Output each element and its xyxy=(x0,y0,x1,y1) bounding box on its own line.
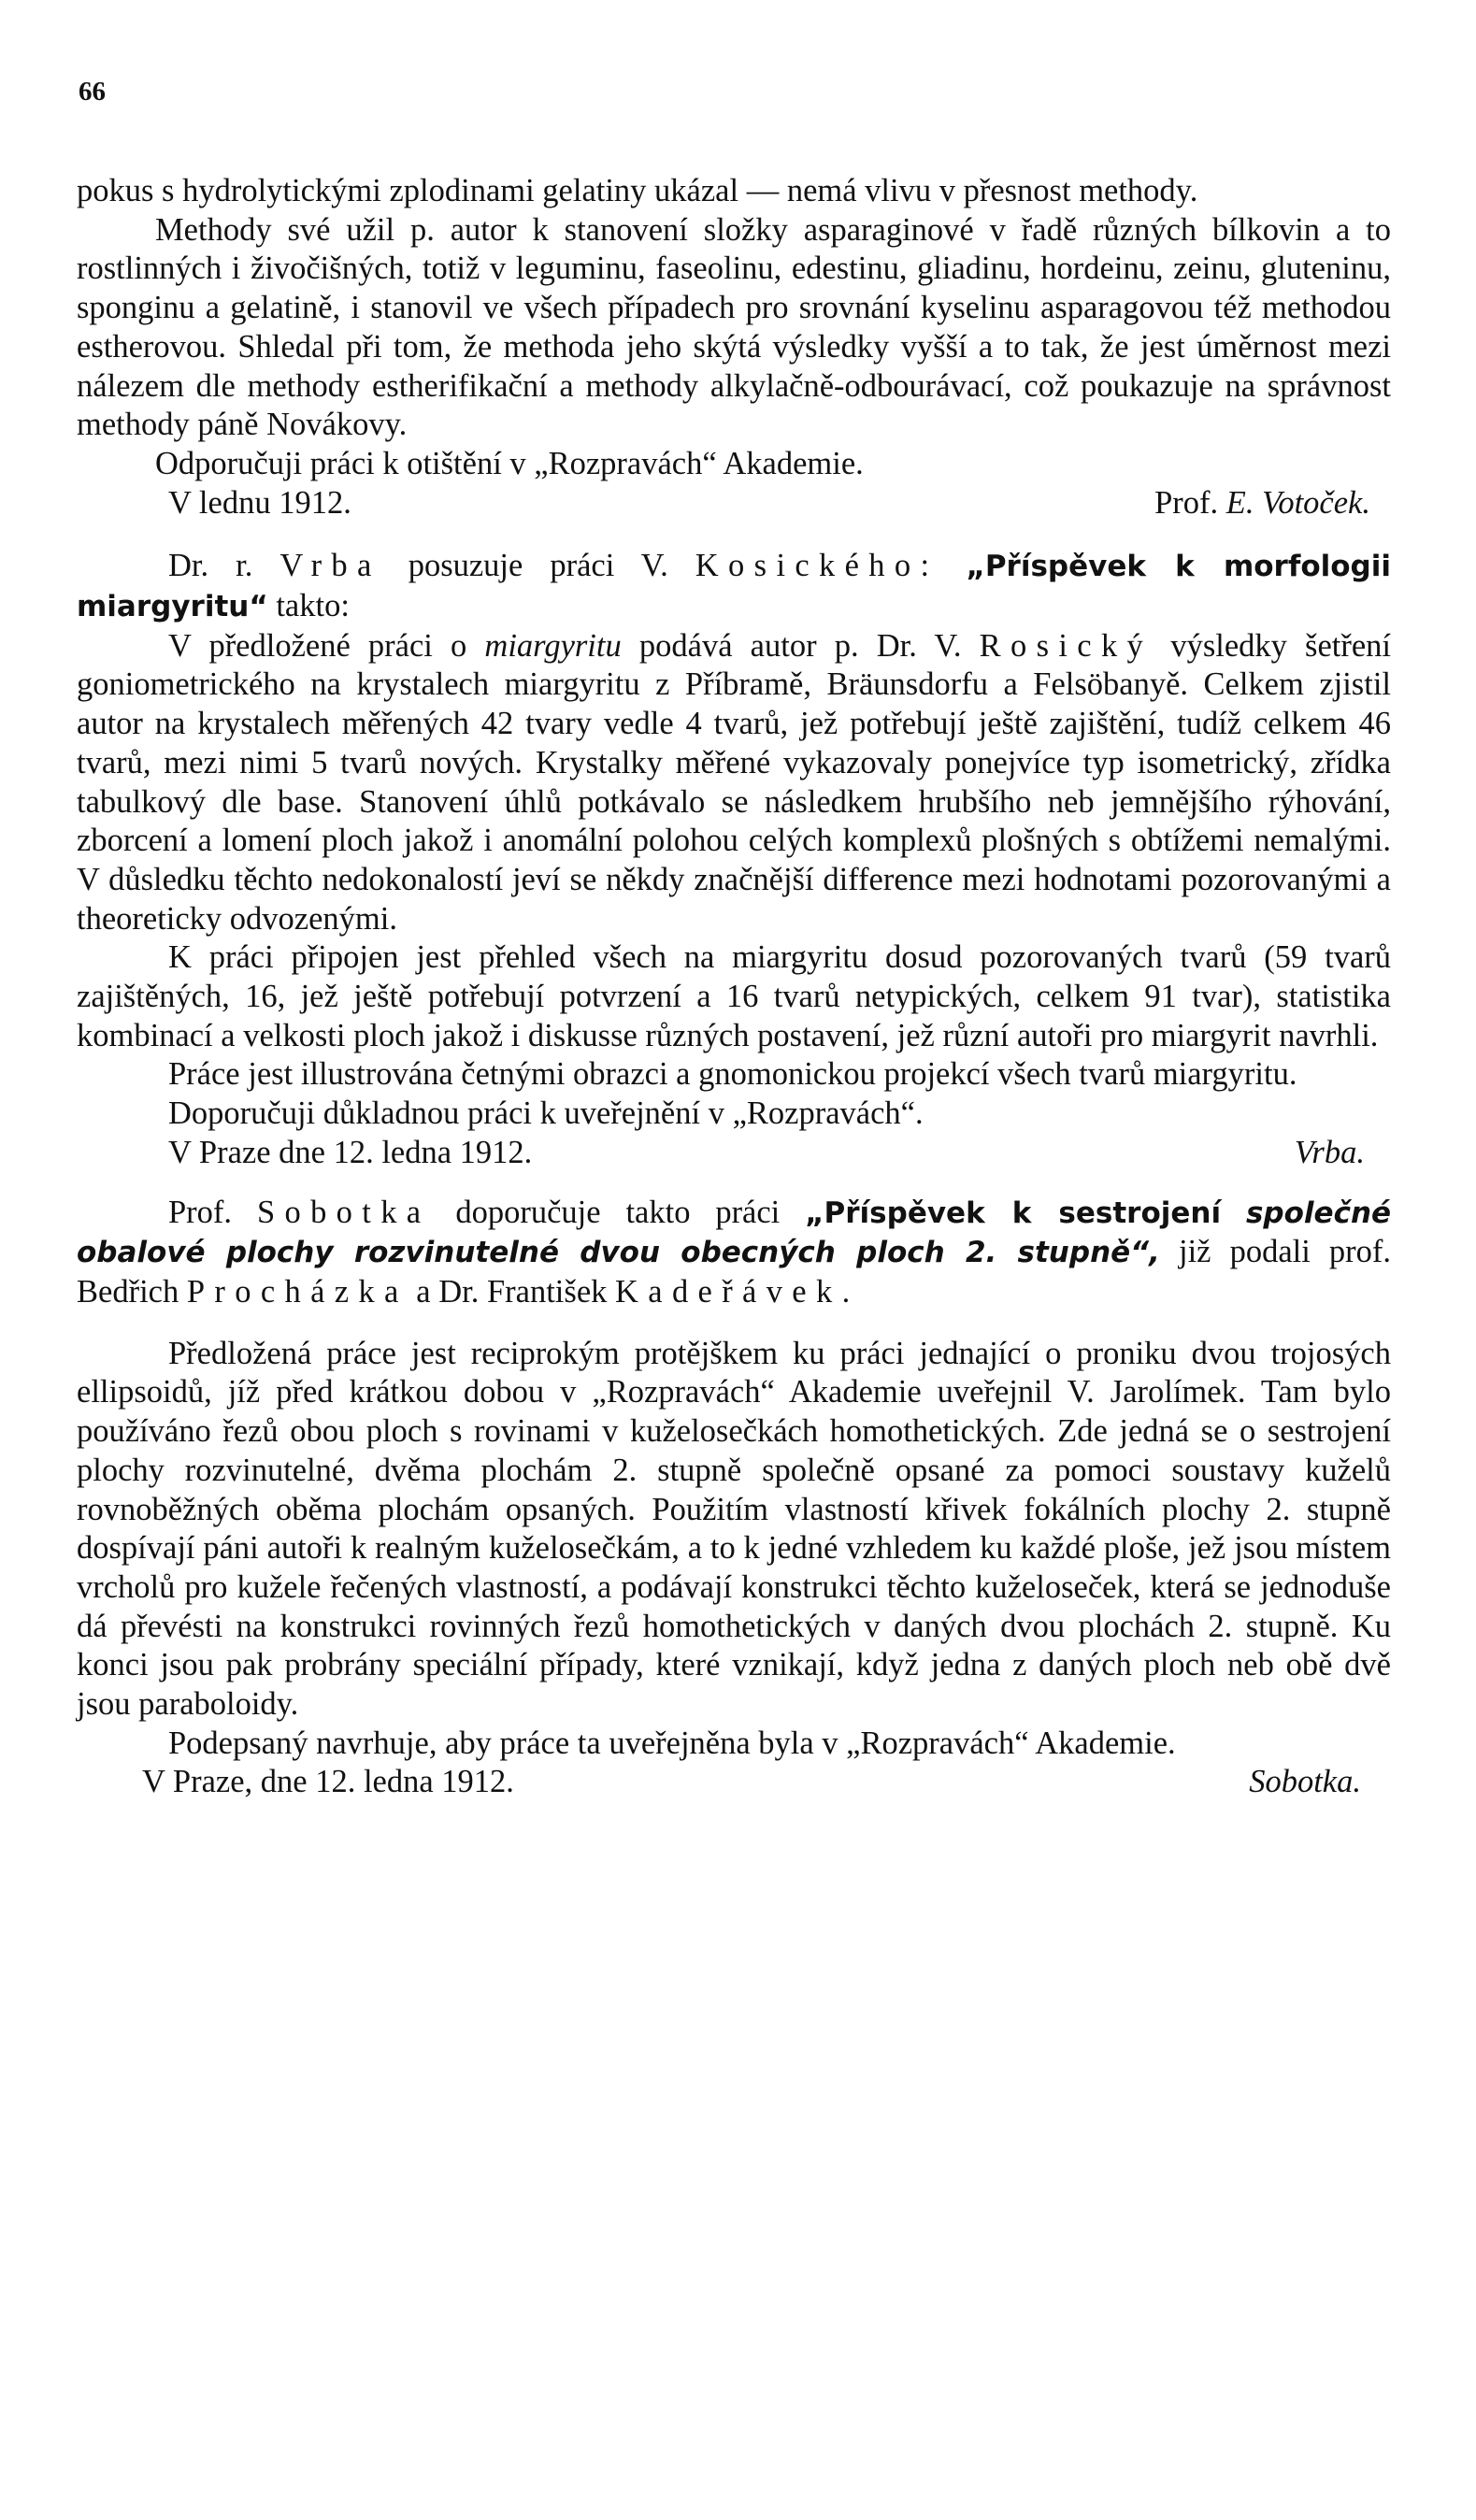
paragraph: pokus s hydrolytickými zplodinami gelatiny ukázal — nemá vlivu v přesnost methody. xyxy=(77,173,1198,208)
text-run-italic: miargyritu xyxy=(484,627,622,664)
paragraph: Podepsaný navrhuje, aby práce ta uveřejněna byla v „Rozpravách“ Akademie. xyxy=(168,1725,1176,1761)
reviewer-name: Vrba xyxy=(279,548,381,584)
author-name: Kadeřávek. xyxy=(615,1273,860,1310)
text-run: posuzuje práci V. xyxy=(408,548,668,584)
text-run: V předložené práci o xyxy=(168,627,467,664)
date-signature-row xyxy=(77,1134,1391,1173)
text-run: Dr. r. xyxy=(168,548,253,584)
paragraph: K práci připojen jest přehled všech na miargyritu dosud pozorovaných tvarů (59 tvarů zajištěných, 16, jež ještě potřebují potvrzení a 16 tvarů netypických, celkem 91 tvar), statistika kombinací a velkosti ploch jakož i diskusse různých postavení, jež různí autoři pro miargyrit navrhli. xyxy=(77,939,1391,1053)
paragraph: Práce jest illustrována četnými obrazci a gnomonickou projekcí všech tvarů miargyritu. xyxy=(168,1056,1297,1093)
author-name: Procházka xyxy=(186,1273,408,1310)
text-run: a Dr. František xyxy=(416,1273,608,1310)
paragraph: Doporučuji důkladnou práci k uveřejnění v „Rozpravách“. xyxy=(168,1095,924,1132)
text-run: Prof. xyxy=(168,1194,233,1230)
signature: Sobotka. xyxy=(1249,1764,1361,1800)
review-intro xyxy=(77,1194,1391,1312)
paragraph: Předložená práce jest reciprokým protějškem ku práci jednající o proniku dvou trojosých ellipsoidů, jíž před krátkou dobou v „Rozpravách“ Akademie uveřejnil V. Jarolímek. Tam bylo používáno řezů obou ploch s rovinami v kuželosečkách homothetických. Zde jedná se o sestrojení plochy rozvinutelné, dvěma plochám 2. stupně společně opsané za pomoci soustavy kuželů rovnoběžných oběma plochám opsaných. Použitím vlastností křivek fokálních plochy 2. stupně dospívají páni autoři k realným kuželosečkám, a to k jedné vzhledem ku každé ploše, jež jsou místem vrcholů pro kužele řečených vlastností, a podávají konstrukci těchto kuželoseček, která se jednoduše dá převésti na konstrukci rovinných řezů homothetických v daných dvou plochách 2. stupně. Ku konci jsou pak probrány speciální případy, které vznikají, když jedna z daných ploch neb obě dvě jsou paraboloidy. xyxy=(77,1335,1391,1723)
date-signature-row xyxy=(77,484,1391,523)
text-run: již podali prof. Bedřich xyxy=(77,1234,1391,1310)
paragraph xyxy=(77,627,1391,939)
page-number: 66 xyxy=(79,77,106,107)
work-title: „Příspěvek k sestrojení xyxy=(805,1196,1222,1230)
text-run: podává autor p. Dr. V. xyxy=(638,627,962,664)
work-title: společné obalové plochy rozvinutelné dvou obecných ploch 2. stupně“, xyxy=(77,1196,1392,1270)
signature xyxy=(1154,484,1370,523)
date: V Praze, dne 12. ledna 1912. xyxy=(142,1764,514,1800)
signature-name: E. Votoček. xyxy=(1225,484,1370,521)
paragraph: Odporučuji práci k otištění v „Rozpravách“ Akademie. xyxy=(155,445,864,481)
work-title: „Příspěvek k morfologii miargyritu“ xyxy=(77,550,1391,624)
date-signature-row xyxy=(77,1763,1391,1802)
reviewer-name: Sobotka xyxy=(256,1194,431,1230)
text-run: doporučuje takto práci xyxy=(455,1194,781,1230)
review-intro xyxy=(77,547,1391,626)
date: V lednu 1912. xyxy=(168,484,351,521)
signature-prefix: Prof. xyxy=(1154,484,1219,521)
document-body xyxy=(77,172,1391,1802)
paragraph: Methody své užil p. autor k stanovení složky asparaginové v řadě různých bílkovin a to rostlinných i živočišných, totiž v leguminu, faseolinu, edestinu, gliadinu, hordeinu, zeinu, gluteninu, sponginu a gelatině, i stanovil ve všech případech pro srovnání kyselinu asparagovou též methodou estherovou. Shledal při tom, že methoda jeho skýtá výsledky vyšší a to tak, že jest úměrnost mezi nálezem dle methody estherifikační a methody alkylačně-odbourávací, což poukazuje na správnost methody páně Novákovy. xyxy=(77,211,1391,443)
text-run: takto: xyxy=(276,588,350,624)
text-run: výsledky šetření goniometrického na krystalech miargyritu z Příbramě, Bräunsdorfu a Felsöbanyě. Celkem zjistil autor na krystalech měřených 42 tvary vedle 4 tvarů, jež potřebují ještě zajištění, tudíž celkem 46 tvarů, mezi nimi 5 tvarů nových. Krystalky měřené vykazovaly ponejvíce typ isometrický, zřídka tabulkový dle base. Stanovení úhlů potkávalo se následkem hrubšího neb jemnějšího rýhování, zborcení a lomení ploch jakož i anomální polohou celých komplexů plošných s obtížemi nemalými. V důsledku těchto nedokonalostí jeví se někdy značnější difference mezi hodnotami pozorovanými a theoreticky odvozenými. xyxy=(77,627,1392,937)
signature: Vrba. xyxy=(1294,1134,1365,1170)
author-name: Kosického: xyxy=(695,548,939,584)
date: V Praze dne 12. ledna 1912. xyxy=(168,1134,533,1170)
author-name: Rosický xyxy=(979,627,1154,664)
